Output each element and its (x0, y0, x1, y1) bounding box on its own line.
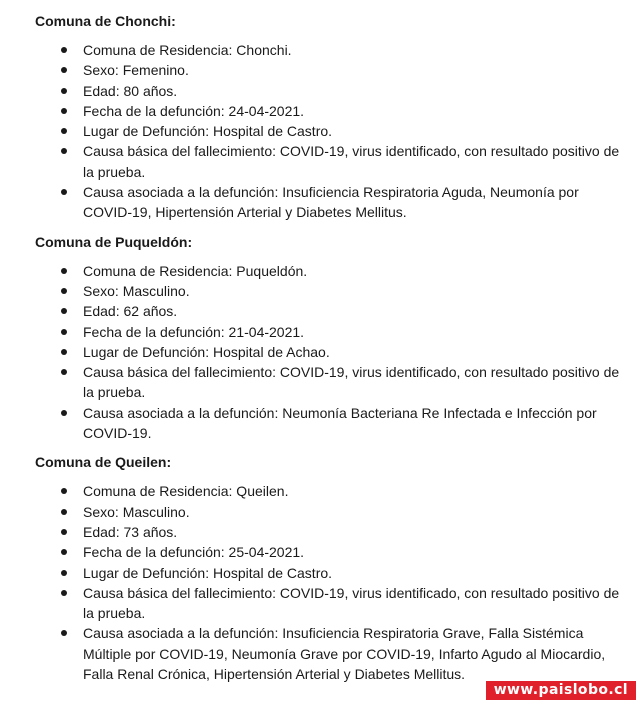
bullet-icon (61, 148, 67, 154)
list-item (35, 81, 625, 101)
list-item-text: Comuna de Residencia: Puqueldón. (83, 262, 308, 279)
list-item-text: Edad: 80 años. (83, 82, 178, 99)
bullet-icon (61, 349, 67, 355)
list-item (35, 322, 625, 342)
list-item (35, 101, 625, 121)
section-puqueldon (35, 232, 625, 444)
list-item-text: Sexo: Masculino. (83, 282, 190, 299)
list-item (35, 522, 625, 542)
bullet-icon (61, 308, 67, 314)
bullet-icon (61, 329, 67, 335)
list-item (35, 563, 625, 583)
bullet-icon (61, 529, 67, 535)
list-item (35, 481, 625, 501)
section-chonchi (35, 11, 625, 223)
bullet-icon (61, 47, 67, 53)
list-item-text: Sexo: Femenino. (83, 62, 189, 79)
list-item-text: Causa básica del fallecimiento: COVID-19, virus identificado, con resultado positivo de la prueba. (83, 143, 620, 180)
bullet-icon (61, 189, 67, 195)
list-item-text: Comuna de Residencia: Queilen. (83, 483, 289, 500)
bullet-icon (61, 488, 67, 494)
list-item-text: Fecha de la defunción: 24-04-2021. (83, 102, 305, 119)
list-item (35, 342, 625, 362)
bullet-icon (61, 88, 67, 94)
list-item-text: Fecha de la defunción: 21-04-2021. (83, 323, 305, 340)
section-heading: Comuna de Queilen: (35, 454, 172, 471)
list-item (35, 121, 625, 141)
list-item-text: Fecha de la defunción: 25-04-2021. (83, 544, 305, 561)
list-item-text: Lugar de Defunción: Hospital de Castro. (83, 564, 333, 581)
bullet-icon (61, 369, 67, 375)
bullet-icon (61, 128, 67, 134)
bullet-icon (61, 630, 67, 636)
list-item-text: Edad: 62 años. (83, 303, 178, 320)
list-item (35, 40, 625, 60)
bullet-icon (61, 549, 67, 555)
list-item (35, 623, 625, 684)
bullet-icon (61, 590, 67, 596)
bullet-icon (61, 288, 67, 294)
bullet-icon (61, 410, 67, 416)
list-item (35, 261, 625, 281)
list-item (35, 182, 625, 223)
bullet-list (35, 40, 625, 223)
list-item-text: Comuna de Residencia: Chonchi. (83, 42, 292, 58)
list-item (35, 542, 625, 562)
list-item (35, 301, 625, 321)
list-item-text: Lugar de Defunción: Hospital de Castro. (83, 123, 333, 140)
section-queilen (35, 452, 625, 684)
list-item (35, 141, 625, 182)
list-item (35, 281, 625, 301)
list-item (35, 60, 625, 80)
list-item (35, 362, 625, 403)
list-item-text: Causa asociada a la defunción: Insuficiencia Respiratoria Grave, Falla Sistémica Múltiple por COVID-19, Neumonía Grave por COVID-19, Infarto Agudo al Miocardio, Falla Renal Crónica, Hipertensión Arterial y Diabetes Mellitus. (83, 625, 606, 683)
list-item (35, 583, 625, 624)
list-item-text: Causa asociada a la defunción: Neumonía Bacteriana Re Infectada e Infección por COVID-19. (83, 404, 597, 442)
section-heading: Comuna de Chonchi: (35, 13, 176, 29)
list-item-text: Edad: 73 años. (83, 523, 178, 540)
bullet-icon (61, 108, 67, 114)
bullet-list (35, 481, 625, 684)
bullet-icon (61, 268, 67, 274)
list-item (35, 403, 625, 444)
section-heading: Comuna de Puqueldón: (35, 233, 193, 250)
bullet-icon (61, 570, 67, 576)
list-item-text: Sexo: Masculino. (83, 503, 190, 520)
list-item-text: Causa básica del fallecimiento: COVID-19, virus identificado, con resultado positivo de la prueba. (83, 364, 620, 401)
bullet-icon (61, 509, 67, 515)
bullet-icon (61, 67, 67, 73)
list-item-text: Causa asociada a la defunción: Insuficiencia Respiratoria Aguda, Neumonía por COVID-19, Hipertensión Arterial y Diabetes Mellitus. (83, 184, 579, 221)
list-item (35, 502, 625, 522)
document-body (35, 11, 625, 693)
bullet-list (35, 261, 625, 444)
watermark-label: www.paislobo.cl (486, 681, 636, 700)
list-item-text: Lugar de Defunción: Hospital de Achao. (83, 343, 330, 360)
list-item-text: Causa básica del fallecimiento: COVID-19, virus identificado, con resultado positivo de la prueba. (83, 584, 620, 622)
